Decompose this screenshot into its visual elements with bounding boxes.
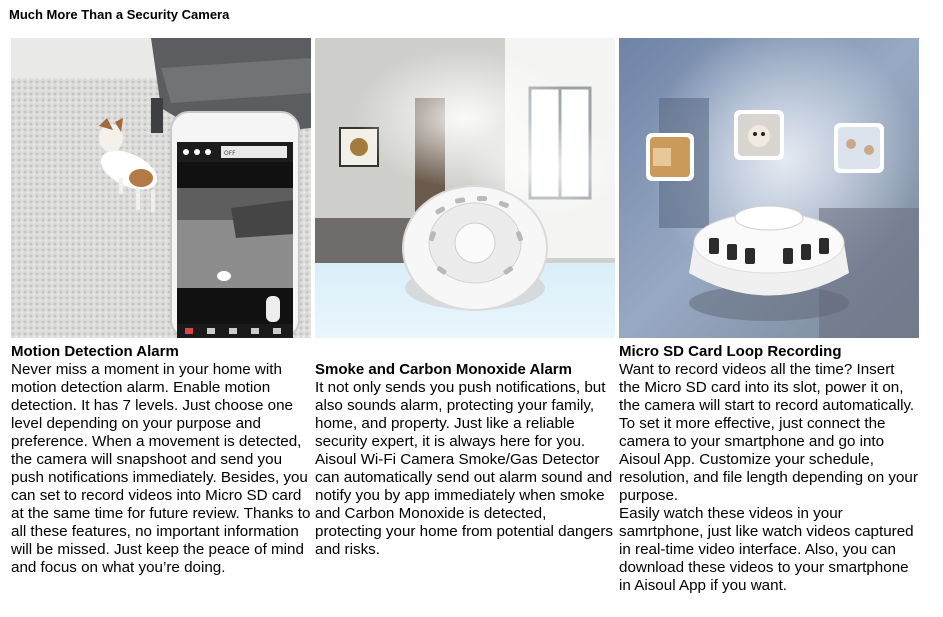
motion-detection-heading: Motion Detection Alarm	[11, 343, 179, 360]
feature-motion-detection	[11, 38, 311, 577]
recording-thumbnail-1	[646, 133, 694, 181]
loop-recording-image	[619, 38, 919, 338]
smoke-alarm-heading: Smoke and Carbon Monoxide Alarm	[315, 361, 572, 378]
motion-detection-image	[11, 38, 311, 338]
page-title: Much More Than a Security Camera	[9, 7, 230, 22]
motion-detection-text	[11, 361, 311, 577]
smoke-detector-image	[315, 38, 615, 338]
smoke-alarm-paragraph-2: Aisoul Wi-Fi Camera Smoke/Gas Detector can automatically send out alarm sound and notify you by app immediately when smoke and Carbon Monoxide is detected, protecting your home from potential dangers and risks.	[315, 451, 614, 558]
loop-recording-heading: Micro SD Card Loop Recording	[619, 343, 842, 360]
recording-thumbnail-3	[834, 123, 884, 173]
feature-smoke-alarm	[315, 38, 615, 559]
smoke-alarm-text	[315, 379, 615, 559]
feature-loop-recording	[619, 38, 919, 595]
smoke-detector-device	[403, 186, 547, 310]
motion-detection-paragraph: Never miss a moment in your home with motion detection alarm. Enable motion detection. It has 7 levels. Just choose one level depending on your purpose and preference. When a movement is detected, the camera will snapshoot and send you push notifications immediately. Besides, you can set to record videos into Micro SD card at the same time for future review. Thanks to all these features, no important information will be missed. Just keep the peace of mind and focus on what you’re doing.	[11, 361, 311, 576]
phone-dropdown-label: OFF	[224, 150, 236, 157]
smoke-detector-camera-device	[689, 206, 849, 321]
loop-recording-paragraph-2: Easily watch these videos in your samrtphone, just like watch videos captured in real-time video interface. Also, you can download these videos to your smartphone in Aisoul App if you want.	[619, 505, 914, 594]
smartphone-mockup	[171, 112, 299, 338]
loop-recording-paragraph-1: Want to record videos all the time? Insert the Micro SD card into its slot, power it on, the camera will start to record automatically. To set it more effective, just connect the camera to your smartphone and go into Aisoul App. Customize your schedule, resolution, and file length depending on your purpose.	[619, 361, 918, 504]
recording-thumbnail-2	[734, 110, 784, 160]
smoke-alarm-paragraph-1: It not only sends you push notifications, but also sounds alarm, protecting your family, home, and property. Just like a reliable security expert, it is always here for you.	[315, 379, 606, 450]
loop-recording-text	[619, 361, 919, 595]
